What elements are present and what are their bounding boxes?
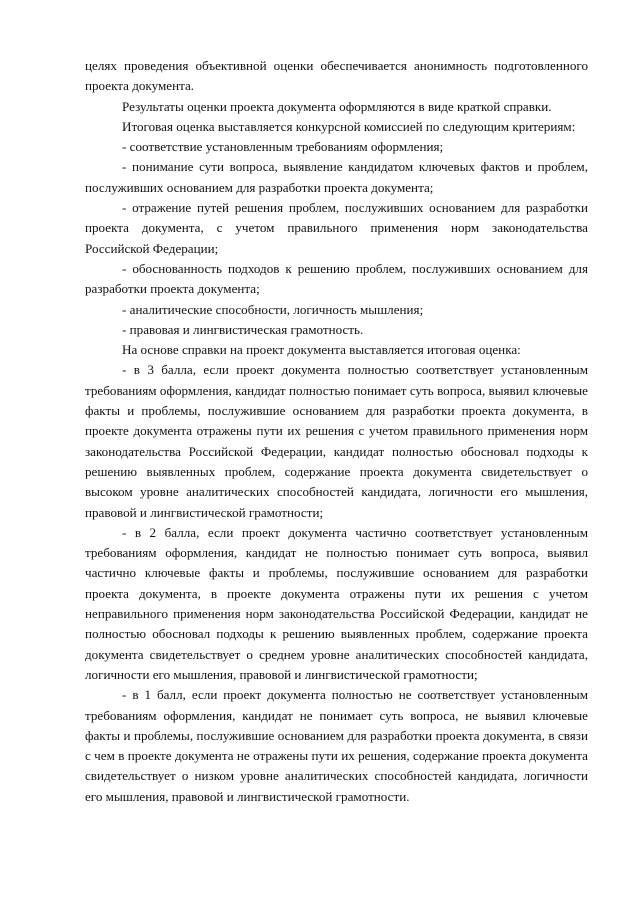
score-3-points: - в 3 балла, если проект документа полностью соответствует установленным требованиям оформления, кандидат полностью понимает суть вопроса, выявил ключевые факты и проблемы, послужившие основанием для разработки проекта документа, в проекте документа отражены пути их решения с учетом правильного применения норм законодательства Российской Федерации, кандидат полностью обосновал подходы к решению выявленных проблем, содержание проекта документа свидетельствует о высоком уровне аналитических способностей кандидата, логичности его мышления, правовой и лингвистической грамотности;: [85, 362, 588, 520]
paragraph-results-format: Результаты оценки проекта документа оформляются в виде краткой справки.: [122, 98, 552, 114]
score-1-point: - в 1 балл, если проект документа полностью не соответствует установленным требованиям оформления, кандидат не понимает суть вопроса, не выявил ключевые факты и проблемы, послужившие основанием для разработки проекта документа, в связи с чем в проекте документа не отражены пути их решения, содержание проекта документа свидетельствует о низком уровне аналитических способностей кандидата, логичности его мышления, правовой и лингвистической грамотности.: [85, 687, 588, 804]
criterion-solutions: - отражение путей решения проблем, послуживших основанием для разработки проекта документа, с учетом правильного применения норм законодательства Российской Федерации;: [85, 200, 588, 256]
document-page: [85, 56, 588, 807]
paragraph-anonymity-continuation: целях проведения объективной оценки обеспечивается анонимность подготовленного проекта документа.: [85, 58, 588, 94]
criterion-justification: - обоснованность подходов к решению проблем, послуживших основанием для разработки проекта документа;: [85, 260, 588, 297]
paragraph-scoring-intro: На основе справки на проект документа выставляется итоговая оценка:: [122, 342, 521, 358]
criterion-literacy: - правовая и лингвистическая грамотность.: [122, 321, 364, 337]
criterion-understanding: - понимание сути вопроса, выявление кандидатом ключевых фактов и проблем, послуживших основанием для разработки проекта документа;: [85, 159, 588, 195]
criterion-formatting: - соответствие установленным требованиям оформления;: [122, 139, 444, 155]
paragraph-criteria-intro: Итоговая оценка выставляется конкурсной комиссией по следующим критериям:: [122, 118, 576, 134]
score-2-points: - в 2 балла, если проект документа частично соответствует установленным требованиям оформления, кандидат не полностью понимает суть вопроса, выявил частично ключевые факты и проблемы, послужившие основанием для разработки проекта документа, в проекте документа отражены пути их решения с учетом неправильного применения норм законодательства Российской Федерации, кандидат не полностью обосновал подходы к решению выявленных проблем, содержание проекта документа свидетельствует о среднем уровне аналитических способностей кандидата, логичности его мышления, правовой и лингвистической грамотности;: [85, 524, 588, 682]
criterion-analytical: - аналитические способности, логичность мышления;: [122, 301, 424, 317]
